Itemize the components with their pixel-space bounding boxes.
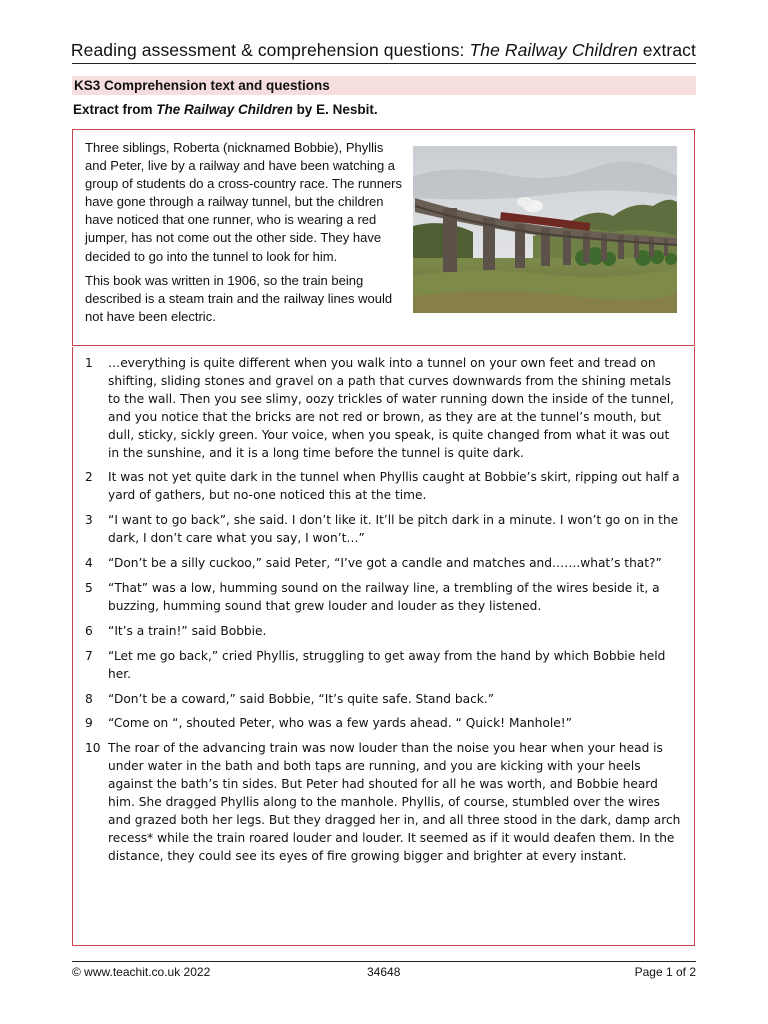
paragraph-text: “It’s a train!” said Bobbie.: [108, 623, 267, 638]
paragraph-text: …everything is quite different when you walk into a tunnel on your own feet and tread on shifting, sliding stones and gravel on a path that curves downwards from the shining metals to the wall. Then you see slimy, oozy trickles of water running down the inside of the tunnel, and you notice that the bricks are not red or brown, as they are at the tunnel’s mouth, but dull, sticky, sickly green. Your voice, when you speak, is quite changed from what it was out in the sunshine, and it is a long time before the tunnel is quite dark.: [108, 356, 675, 460]
passage-paragraph: [85, 623, 684, 641]
intro-text: [85, 139, 403, 332]
footer-page-number: Page 1 of 2: [634, 965, 696, 979]
header-divider: [72, 63, 696, 64]
paragraph-number: 4: [85, 556, 93, 571]
page-header-title: [0, 40, 696, 61]
subtitle-book: The Railway Children: [156, 102, 293, 117]
passage-paragraph: [85, 469, 684, 505]
passage-paragraph: [85, 691, 684, 709]
passage-paragraph: [85, 512, 684, 548]
passage-paragraph: [85, 648, 684, 684]
paragraph-text: “Don’t be a silly cuckoo,” said Peter, “I’ve got a candle and matches and…….what’s that?”: [108, 556, 662, 571]
paragraph-text: “That” was a low, humming sound on the railway line, a trembling of the wires beside it, a buzzing, humming sound that grew louder and louder as they listened.: [108, 580, 660, 613]
paragraph-number: 8: [85, 691, 93, 706]
paragraph-number: 7: [85, 648, 93, 663]
paragraph-text: “Don’t be a coward,” said Bobbie, “It’s quite safe. Stand back.”: [108, 691, 495, 706]
paragraph-text: “Come on “, shouted Peter, who was a few yards ahead. “ Quick! Manhole!”: [108, 716, 572, 731]
footer-copyright: © www.teachit.co.uk 2022: [72, 965, 211, 979]
passage-paragraph: [85, 555, 684, 573]
subtitle-prefix: Extract from: [73, 102, 157, 117]
paragraph-number: 1: [85, 356, 93, 370]
paragraph-text: It was not yet quite dark in the tunnel when Phyllis caught at Bobbie’s skirt, ripping out half a yard of gathers, but no-one noticed this at the time.: [108, 470, 680, 503]
passage-box: [72, 347, 695, 946]
intro-paragraph: This book was written in 1906, so the train being described is a steam train and the railway lines would not have been electric.: [85, 272, 393, 324]
subtitle-suffix: by E. Nesbit.: [292, 102, 378, 117]
paragraph-number: 9: [85, 716, 93, 731]
paragraph-text: “Let me go back,” cried Phyllis, struggling to get away from the hand by which Bobbie held her.: [108, 648, 666, 681]
header-title-book: The Railway Children: [469, 40, 638, 60]
extract-subtitle: [73, 102, 378, 117]
passage-paragraph: [85, 715, 684, 733]
footer-doc-id: 34648: [367, 965, 401, 979]
passage-paragraph: [85, 355, 684, 462]
header-title-prefix: Reading assessment & comprehension questions:: [70, 40, 470, 60]
paragraph-text: The roar of the advancing train was now louder than the noise you hear when your head is under water in the bath and both taps are running, and you are kicking with your heels against the bath’s tin sides. But Peter had shouted for all he was worth, and Bobbie heard him. She dragged Phyllis along to the manhole. Phyllis, of course, stumbled over the wires and grazed both her legs. But they dragged her in, and all three stood in the dark, damp arch recess* while the train roared louder and louder. It seemed as if it would deafen them. In the distance, they could see its eyes of fire growing bigger and brighter at every instant.: [108, 741, 681, 863]
paragraph-number: 2: [85, 470, 93, 485]
paragraph-number: 3: [85, 513, 93, 528]
paragraph-number: 6: [85, 623, 93, 638]
footer-divider: [72, 961, 696, 962]
header-title-suffix: extract: [637, 40, 696, 60]
section-heading: KS3 Comprehension text and questions: [72, 76, 696, 95]
passage-paragraph: [85, 740, 684, 865]
intro-box: [72, 129, 695, 346]
viaduct-train-photo: [413, 146, 677, 313]
paragraph-number: 5: [85, 580, 93, 595]
paragraph-number: 10: [85, 741, 101, 756]
passage-paragraph: [85, 580, 684, 616]
paragraph-text: “I want to go back”, she said. I don’t like it. It’ll be pitch dark in a minute. I won’t go on in the dark, I don’t care what you say, I won’t…”: [108, 513, 679, 546]
intro-paragraph: Three siblings, Roberta (nicknamed Bobbie), Phyllis and Peter, live by a railway and have been watching a group of students do a cross-country race. The runners have gone through a railway tunnel, but the children have noticed that one runner, who is wearing a red jumper, has not come out the other side. They have decided to go into the tunnel to look for him.: [85, 140, 402, 264]
